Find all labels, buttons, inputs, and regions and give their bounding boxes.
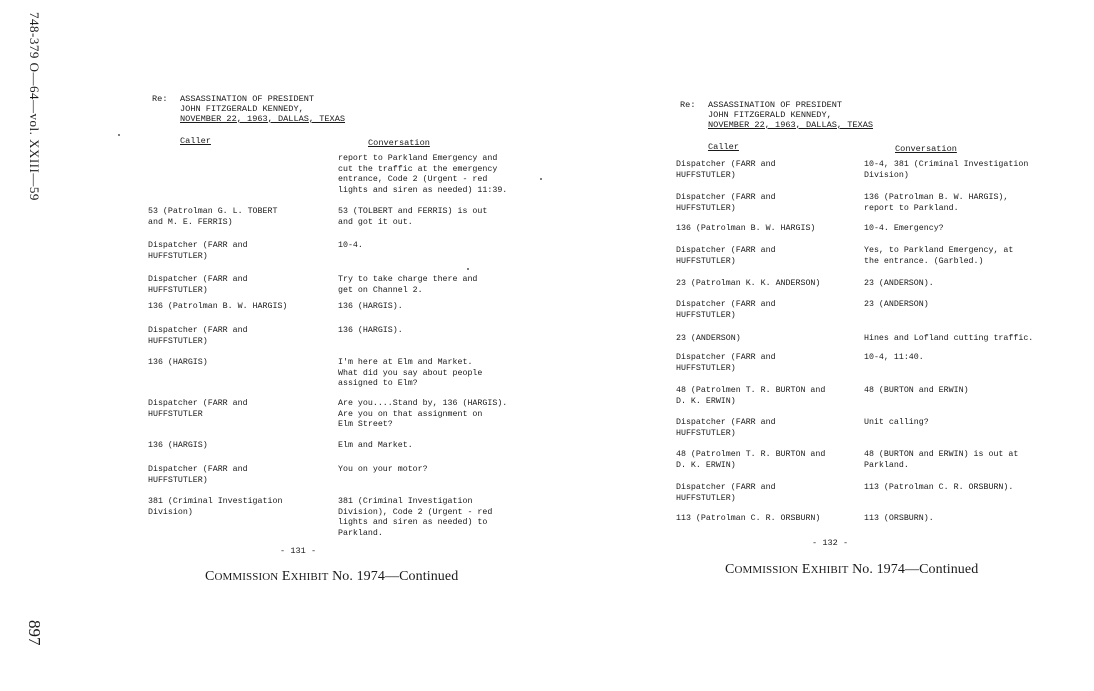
caller-cell: 136 (Patrolman B. W. HARGIS) (676, 224, 816, 233)
conversation-cell: I'm here at Elm and Market. What did you say about people assigned to Elm? (338, 358, 483, 388)
scan-speck (118, 134, 120, 136)
right-exhibit-caption: COMMISSION EXHIBIT No. 1974—Continued (725, 562, 979, 577)
conversation-cell: 53 (TOLBERT and FERRIS) is out and got it out. (338, 207, 488, 227)
caller-cell: Dispatcher (FARR and HUFFSTUTLER) (676, 353, 776, 373)
column-headers (146, 136, 546, 154)
re-line-3: NOVEMBER 22, 1963, DALLAS, TEXAS (708, 120, 874, 130)
caller-cell: Dispatcher (FARR and HUFFSTUTLER) (676, 193, 776, 213)
conversation-cell: Are you....Stand by, 136 (HARGIS). Are you on that assignment on Elm Street? (338, 399, 508, 429)
re-line-1: ASSASSINATION OF PRESIDENT (180, 94, 315, 104)
conversation-cell: 113 (Patrolman C. R. ORSBURN). (864, 483, 1014, 492)
re-label: Re: (152, 94, 168, 104)
conversation-cell: Unit calling? (864, 418, 929, 427)
conversation-cell: 136 (Patrolman B. W. HARGIS), report to Parkland. (864, 193, 1009, 213)
caller-cell: Dispatcher (FARR and HUFFSTUTLER) (676, 418, 776, 438)
column-headers (674, 142, 1074, 160)
conversation-header: Conversation (895, 144, 957, 154)
caller-cell: 48 (Patrolmen T. R. BURTON and D. K. ERWIN) (676, 450, 826, 470)
caller-cell: Dispatcher (FARR and HUFFSTUTLER) (676, 160, 776, 180)
conversation-cell: 10-4. (338, 241, 363, 250)
caller-cell: 136 (HARGIS) (148, 358, 208, 367)
caller-cell: 136 (Patrolman B. W. HARGIS) (148, 302, 288, 311)
caller-header: Caller (180, 136, 211, 146)
caller-cell: 53 (Patrolman G. L. TOBERT and M. E. FERRIS) (148, 207, 278, 227)
re-line-2: JOHN FITZGERALD KENNEDY, (180, 104, 304, 114)
conversation-cell: 10-4, 381 (Criminal Investigation Division) (864, 160, 1029, 180)
conversation-cell: You on your motor? (338, 465, 428, 474)
conversation-cell: 113 (ORSBURN). (864, 514, 934, 523)
scan-speck (540, 178, 542, 180)
re-block (146, 94, 546, 124)
re-label: Re: (680, 100, 696, 110)
caller-cell: 48 (Patrolmen T. R. BURTON and D. K. ERWIN) (676, 386, 826, 406)
re-line-3: NOVEMBER 22, 1963, DALLAS, TEXAS (180, 114, 346, 124)
conversation-cell: 23 (ANDERSON) (864, 300, 929, 309)
caller-cell: Dispatcher (FARR and HUFFSTUTLER) (676, 300, 776, 320)
scan-speck (467, 268, 469, 270)
conversation-cell: 381 (Criminal Investigation Division), Code 2 (Urgent - red lights and siren as needed) to Parkland. (338, 497, 493, 538)
left-page-number: - 131 - (280, 546, 317, 556)
conversation-cell: Hines and Lofland cutting traffic. (864, 334, 1034, 343)
caller-cell: Dispatcher (FARR and HUFFSTUTLER) (148, 465, 248, 485)
conversation-cell: Elm and Market. (338, 441, 413, 450)
re-line-2: JOHN FITZGERALD KENNEDY, (708, 110, 832, 120)
right-page-number: - 132 - (812, 538, 849, 548)
conversation-cell: 10-4, 11:40. (864, 353, 924, 362)
right-document-page (674, 100, 1074, 523)
caller-cell: 136 (HARGIS) (148, 441, 208, 450)
caller-cell: Dispatcher (FARR and HUFFSTUTLER (148, 399, 248, 419)
caller-cell: Dispatcher (FARR and HUFFSTUTLER) (676, 483, 776, 503)
caller-header: Caller (708, 142, 739, 152)
conversation-cell: Yes, to Parkland Emergency, at the entrance. (Garbled.) (864, 246, 1014, 266)
conversation-cell: 23 (ANDERSON). (864, 279, 934, 288)
caller-cell: 113 (Patrolman C. R. ORSBURN) (676, 514, 821, 523)
volume-margin-text: 748-379 O—64—vol. XXIII—59 (27, 12, 42, 201)
conversation-cell: report to Parkland Emergency and cut the traffic at the emergency entrance, Code 2 (Urgent - red lights and siren as needed) 11:39. (338, 154, 508, 195)
caller-cell: 381 (Criminal Investigation Division) (148, 497, 283, 517)
conversation-cell: Try to take charge there and get on Channel 2. (338, 275, 478, 295)
caller-cell: Dispatcher (FARR and HUFFSTUTLER) (148, 275, 248, 295)
caller-cell: Dispatcher (FARR and HUFFSTUTLER) (148, 326, 248, 346)
left-document-page (146, 94, 546, 538)
re-block (674, 100, 1074, 130)
left-exhibit-caption: COMMISSION EXHIBIT No. 1974—Continued (205, 569, 459, 584)
conversation-cell: 48 (BURTON and ERWIN) (864, 386, 969, 395)
caller-cell: Dispatcher (FARR and HUFFSTUTLER) (148, 241, 248, 261)
volume-page-number: 897 (25, 620, 44, 646)
conversation-cell: 136 (HARGIS). (338, 326, 403, 335)
conversation-cell: 10-4. Emergency? (864, 224, 944, 233)
conversation-cell: 48 (BURTON and ERWIN) is out at Parkland. (864, 450, 1019, 470)
re-line-1: ASSASSINATION OF PRESIDENT (708, 100, 843, 110)
conversation-cell: 136 (HARGIS). (338, 302, 403, 311)
caller-cell: 23 (Patrolman K. K. ANDERSON) (676, 279, 821, 288)
conversation-header: Conversation (368, 138, 430, 148)
caller-cell: Dispatcher (FARR and HUFFSTUTLER) (676, 246, 776, 266)
caller-cell: 23 (ANDERSON) (676, 334, 741, 343)
